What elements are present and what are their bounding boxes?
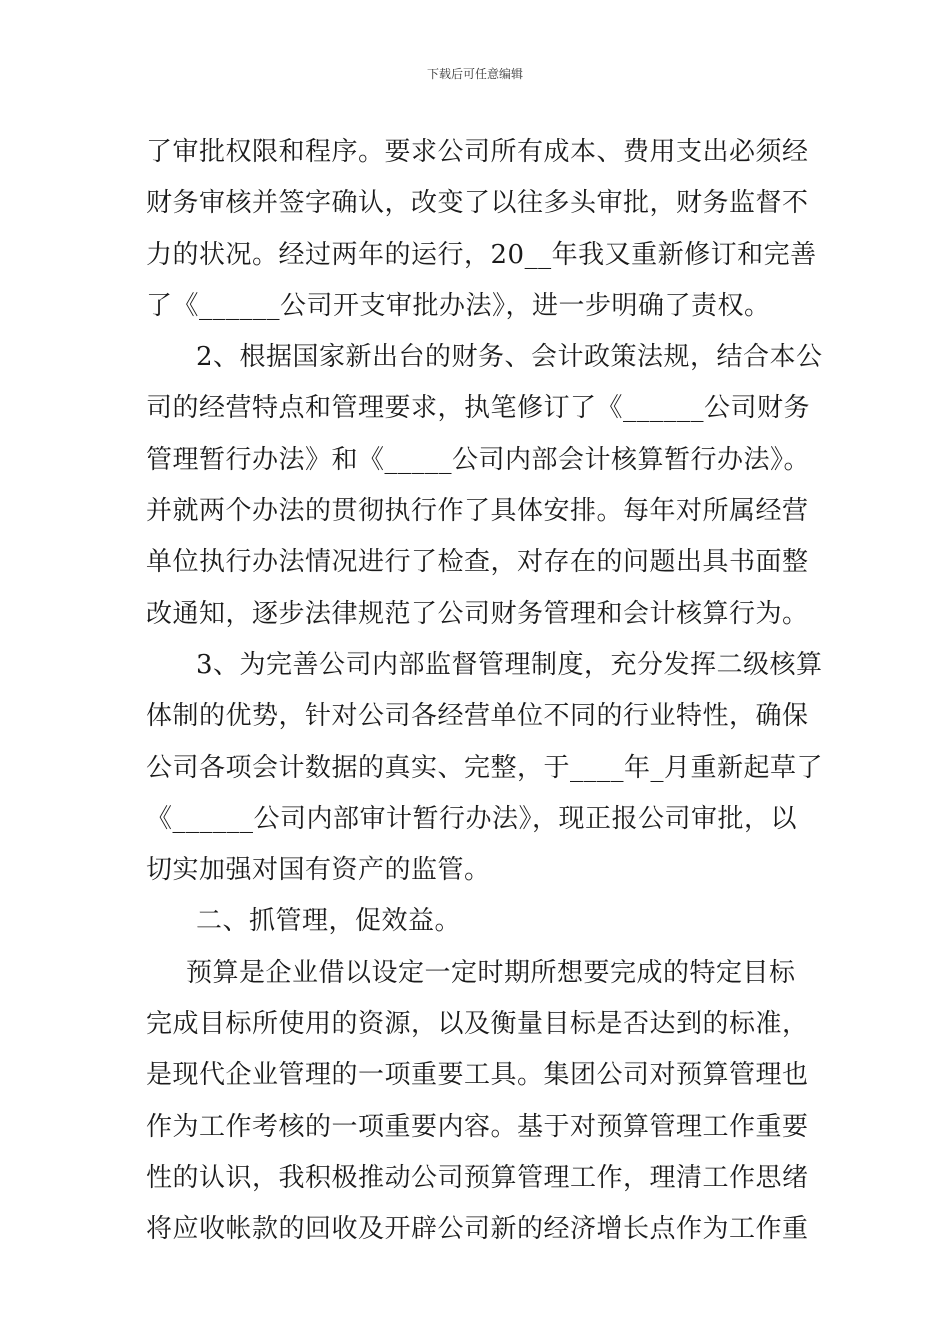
section-heading: 二、抓管理，促效益。	[196, 906, 462, 937]
text-line: 单位执行办法情况进行了检查，对存在的问题出具书面整	[146, 547, 809, 578]
paragraph-start-line: 预算是企业借以设定一定时期所想要完成的特定目标	[186, 957, 796, 988]
text-line: 切实加强对国有资产的监管。	[146, 855, 491, 886]
text-line: 是现代企业管理的一项重要工具。集团公司对预算管理也	[146, 1060, 809, 1091]
text-line: 作为工作考核的一项重要内容。基于对预算管理工作重要	[146, 1111, 809, 1142]
text-line: 将应收帐款的回收及开辟公司新的经济增长点作为工作重	[146, 1214, 809, 1245]
text-line: 力的状况。经过两年的运行，20__年我又重新修订和完善	[146, 239, 817, 270]
text-line: 改通知，逐步法律规范了公司财务管理和会计核算行为。	[146, 598, 809, 629]
text-line: 公司各项会计数据的真实、完整，于____年_月重新起草了	[146, 752, 824, 783]
text-line: 《______公司内部审计暂行办法》，现正报公司审批，以	[146, 803, 798, 834]
paragraph-start-line: 2、根据国家新出台的财务、会计政策法规，结合本公	[196, 342, 823, 373]
text-line: 体制的优势，针对公司各经营单位不同的行业特性，确保	[146, 701, 809, 732]
document-body	[146, 127, 824, 1256]
text-line: 完成目标所使用的资源，以及衡量目标是否达到的标准，	[146, 1009, 809, 1040]
page-header: 下载后可任意编辑	[426, 67, 523, 81]
text-line: 了《______公司开支审批办法》，进一步明确了责权。	[146, 290, 771, 321]
text-line: 了审批权限和程序。要求公司所有成本、费用支出必须经	[146, 137, 809, 167]
text-line: 性的认识，我积极推动公司预算管理工作，理清工作思绪	[146, 1162, 809, 1193]
paragraph-start-line: 3、为完善公司内部监督管理制度，充分发挥二级核算	[196, 649, 823, 680]
text-line: 司的经营特点和管理要求，执笔修订了《______公司财务	[146, 393, 811, 424]
text-line: 并就两个办法的贯彻执行作了具体安排。每年对所属经营	[146, 496, 809, 527]
text-line: 管理暂行办法》和《_____公司内部会计核算暂行办法》。	[146, 444, 811, 475]
text-line: 财务审核并签字确认，改变了以往多头审批，财务监督不	[146, 188, 809, 219]
